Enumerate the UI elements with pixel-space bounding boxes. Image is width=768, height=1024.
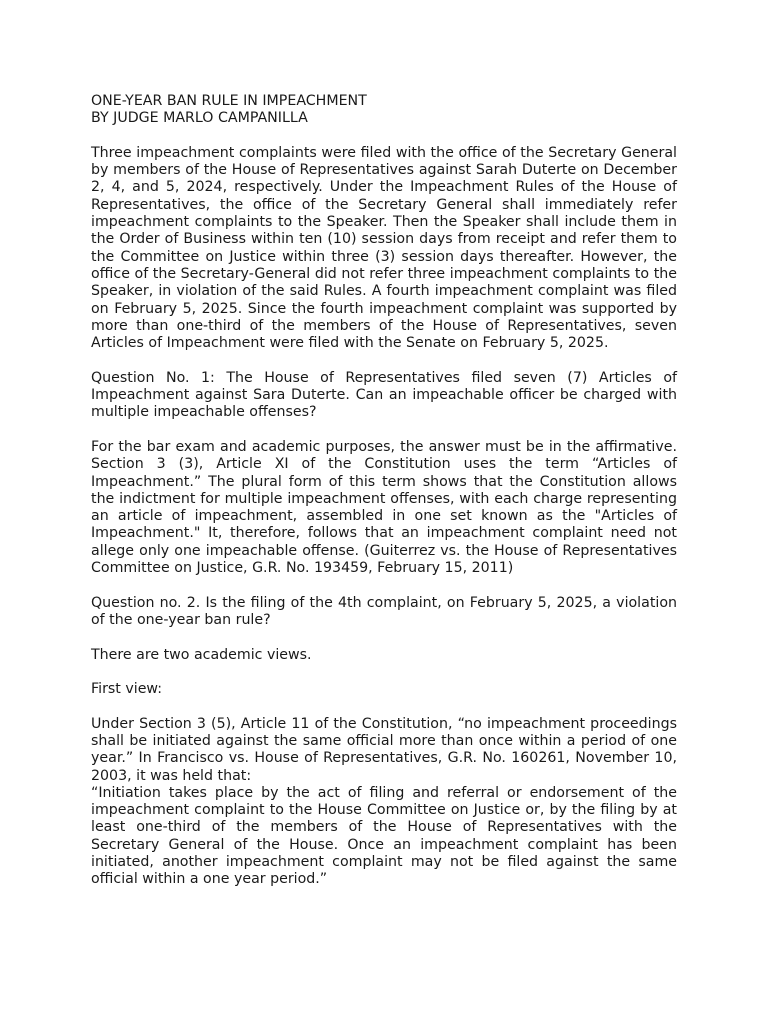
paragraph-question-1: Question No. 1: The House of Representatives filed seven (7) Articles of Impeachment against Sara Duterte. Can an impeachable officer be charged with multiple impeachable offenses?: [91, 369, 677, 421]
paragraph-first-view-body: Under Section 3 (5), Article 11 of the Constitution, “no impeachment proceedings shall be initiated against the same official more than once within a period of one year.” In Francisco vs. House of Representatives, G.R. No. 160261, November 10, 2003, it was held that:: [91, 715, 677, 784]
paragraph-francisco-quote: “Initiation takes place by the act of filing and referral or endorsement of the impeachment complaint to the House Committee on Justice or, by the filing by at least one-third of the members of the House of Representatives with the Secretary General of the House. Once an impeachment complaint has been initiated, another impeachment complaint may not be filed against the same official within a one year period.”: [91, 784, 677, 888]
document-page: [91, 93, 677, 906]
paragraph-background: Three impeachment complaints were filed with the office of the Secretary General by members of the House of Representatives against Sarah Duterte on December 2, 4, and 5, 2024, respectively. Under the Impeachment Rules of the House of Representatives, the office of the Secretary General shall immediately refer impeachment complaints to the Speaker. Then the Speaker shall include them in the Order of Business within ten (10) session days from receipt and refer them to the Committee on Justice within three (3) session days thereafter. However, the office of the Secretary-General did not refer three impeachment complaints to the Speaker, in violation of the said Rules. A fourth impeachment complaint was filed on February 5, 2025. Since the fourth impeachment complaint was supported by more than one-third of the members of the House of Representatives, seven Articles of Impeachment were filed with the Senate on February 5, 2025.: [91, 144, 677, 352]
document-byline: BY JUDGE MARLO CAMPANILLA: [91, 110, 308, 127]
document-title: ONE-YEAR BAN RULE IN IMPEACHMENT: [91, 93, 367, 109]
paragraph-two-views: There are two academic views.: [91, 646, 312, 663]
document-heading: [91, 93, 677, 128]
paragraph-first-view-label: First view:: [91, 681, 163, 698]
paragraph-answer-1: For the bar exam and academic purposes, the answer must be in the affirmative. Section 3 (3), Article XI of the Constitution uses the term “Articles of Impeachment.” The plural form of this term shows that the Constitution allows the indictment for multiple impeachment offenses, with each charge representing an article of impeachment, assembled in one set known as the "Articles of Impeachment." It, therefore, follows that an impeachment complaint need not allege only one impeachable offense. (Guiterrez vs. the House of Representatives Committee on Justice, G.R. No. 193459, February 15, 2011): [91, 438, 677, 577]
paragraph-question-2: Question no. 2. Is the filing of the 4th complaint, on February 5, 2025, a violation of the one-year ban rule?: [91, 594, 677, 628]
